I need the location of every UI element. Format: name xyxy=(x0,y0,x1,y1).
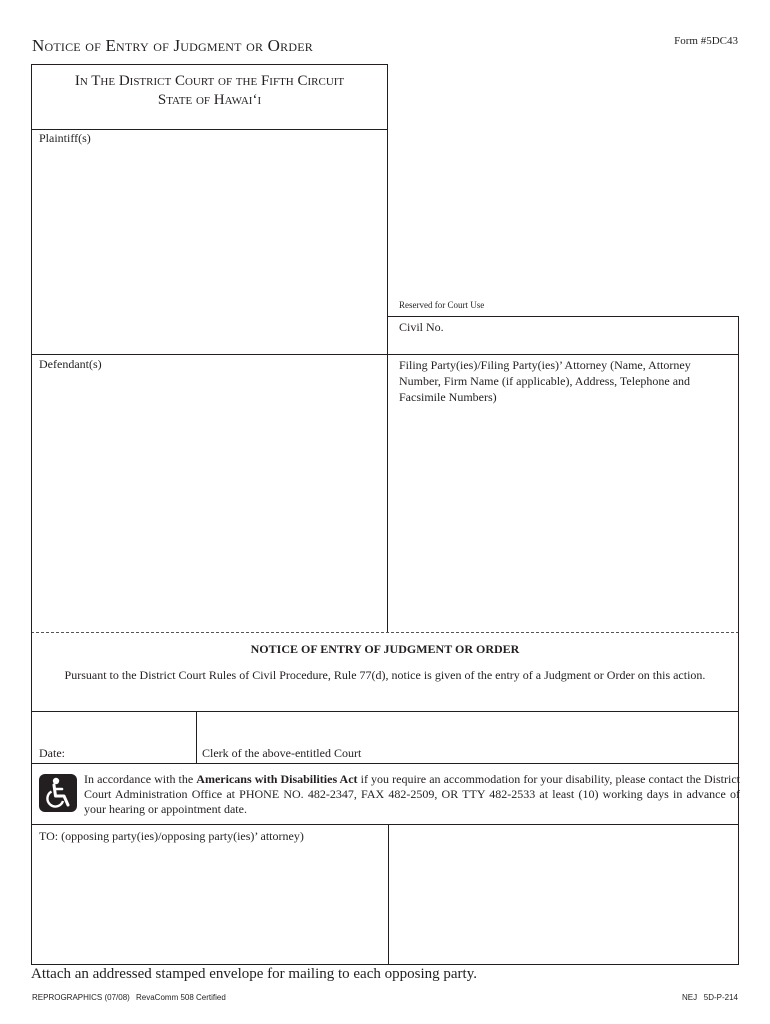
ada-notice xyxy=(84,772,740,817)
ada-top-line xyxy=(31,763,739,764)
clerk-label: Clerk of the above-entitled Court xyxy=(202,746,362,760)
reserved-court-use-label: Reserved for Court Use xyxy=(399,300,485,310)
to-section-top-line xyxy=(31,824,739,825)
to-section-divider xyxy=(388,824,389,964)
signature-divider xyxy=(196,711,197,763)
footer-reprographics: REPROGRAPHICS (07/08) xyxy=(32,993,130,1002)
ada-act-name: Americans with Disabilities Act xyxy=(196,772,358,786)
court-state: State of Hawaiʻi xyxy=(157,92,262,108)
plaintiff-defendant-divider xyxy=(31,354,388,355)
notice-top-line xyxy=(31,632,739,633)
filing-party-field[interactable] xyxy=(389,408,737,630)
wheelchair-icon xyxy=(39,774,77,812)
plaintiff-field[interactable] xyxy=(32,142,386,352)
signature-top-line xyxy=(31,711,739,712)
filing-party-label: Filing Party(ies)/Filing Party(ies)’ Attorney (Name, Attorney Number, Firm Name (if applicable), Address, Telephone and Facsimile Numbers) xyxy=(399,358,691,404)
opposing-party-field[interactable] xyxy=(33,846,387,962)
to-section-bottom-line xyxy=(31,964,739,965)
filing-party-top-line xyxy=(387,354,739,355)
notice-body: Pursuant to the District Court Rules of Civil Procedure, Rule 77(d), notice is given of the entry of a Judgment or Order on this action. xyxy=(64,668,706,682)
attach-envelope-note: Attach an addressed stamped envelope for mailing to each opposing party. xyxy=(31,966,477,982)
clerk-signature-field[interactable] xyxy=(198,713,736,745)
center-divider xyxy=(387,129,388,632)
defendant-label: Defendant(s) xyxy=(39,357,102,371)
civil-no-field[interactable] xyxy=(450,318,736,352)
plaintiff-label: Plaintiff(s) xyxy=(39,131,91,145)
civil-no-top-line xyxy=(387,316,739,317)
ada-text-before: In accordance with the xyxy=(84,772,197,786)
ada-text-after: if you require an accommodation for your disability, please contact the District Court Administration Office at PHONE NO. 482-2347, FAX 482-2509, OR TTY 482-2533 at least (10) working days in advance of your hearing or appointment date. xyxy=(84,772,740,816)
date-label: Date: xyxy=(39,746,65,760)
footer-form-code: NEJ 5D-P-214 xyxy=(681,993,738,1002)
opposing-party-field-right[interactable] xyxy=(390,826,737,962)
court-heading-box xyxy=(31,64,388,130)
form-number: Form #5DC43 xyxy=(674,35,738,47)
court-name: In The District Court of the Fifth Circuit xyxy=(74,73,345,89)
page-title: Notice of Entry of Judgment or Order xyxy=(32,36,313,55)
right-border-upper xyxy=(738,316,739,632)
defendant-field[interactable] xyxy=(32,372,386,630)
to-label: TO: (opposing party(ies)/opposing party(ies)’ attorney) xyxy=(39,829,304,843)
notice-title: NOTICE OF ENTRY OF JUDGMENT OR ORDER xyxy=(250,642,520,656)
civil-no-label: Civil No. xyxy=(399,320,444,334)
footer-certified: RevaComm 508 Certified xyxy=(136,993,226,1002)
date-field[interactable] xyxy=(33,713,195,745)
